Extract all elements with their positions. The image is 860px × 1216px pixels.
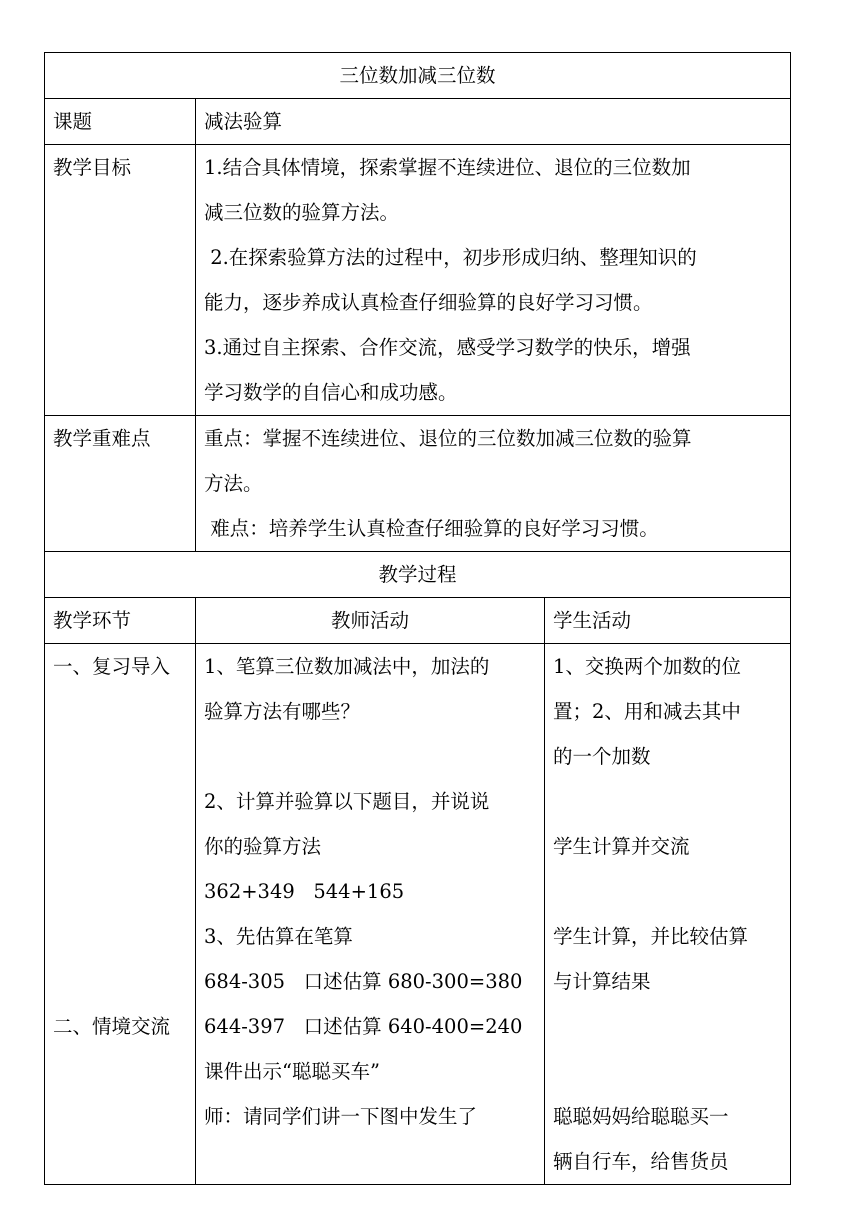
teacher-line-4: 2、计算并验算以下题目，并说说 (204, 790, 490, 813)
student-line-7: 学生计算，并比较估算 (553, 925, 749, 948)
header-teacher: 教师活动 (196, 598, 545, 644)
teacher-line-7: 3、先估算在笔算 (204, 925, 353, 948)
key-point-line-1: 重点：掌握不连续进位、退位的三位数加减三位数的验算 (204, 427, 692, 450)
student-line-1: 1、交换两个加数的位 (553, 655, 741, 678)
lesson-title: 三位数加减三位数 (45, 53, 791, 99)
objectives-label: 教学目标 (45, 145, 196, 416)
student-line-2: 置；2、用和减去其中 (553, 700, 741, 723)
title-row (45, 53, 791, 99)
key-points-row (45, 416, 791, 552)
header-student: 学生活动 (545, 598, 791, 644)
teacher-line-1: 1、笔算三位数加减法中，加法的 (204, 655, 490, 678)
teacher-line-3 (204, 734, 540, 779)
key-point-line-3: 难点：培养学生认真检查仔细验算的良好学习习惯。 (204, 517, 659, 540)
topic-value: 减法验算 (196, 99, 791, 145)
teacher-line-10: 课件出示“聪聪买车” (204, 1060, 380, 1083)
stage-column (45, 644, 196, 1185)
objective-line-6: 学习数学的自信心和成功感。 (204, 381, 458, 404)
objective-line-2: 减三位数的验算方法。 (204, 201, 400, 224)
teacher-line-5: 你的验算方法 (204, 835, 322, 858)
teacher-line-6: 362+349 544+165 (204, 880, 405, 903)
process-title-row (45, 552, 791, 598)
header-row (45, 598, 791, 644)
key-points-content (196, 416, 791, 552)
teacher-line-8: 684-305 口述估算 680-300=380 (204, 970, 523, 993)
student-line-8: 与计算结果 (553, 970, 651, 993)
objectives-row (45, 145, 791, 416)
student-line-9 (553, 1004, 786, 1049)
teacher-activity-column (196, 644, 545, 1185)
student-line-4 (553, 779, 786, 824)
topic-label: 课题 (45, 99, 196, 145)
teacher-line-2: 验算方法有哪些？ (204, 700, 361, 723)
student-line-11: 聪聪妈妈给聪聪买一 (553, 1105, 729, 1128)
process-title: 教学过程 (45, 552, 791, 598)
student-line-5: 学生计算并交流 (553, 835, 690, 858)
process-body-row (45, 644, 791, 1185)
lesson-plan-table (44, 52, 791, 1185)
student-line-12: 辆自行车，给售货员 (553, 1150, 729, 1173)
objective-line-4: 能力，逐步养成认真检查仔细验算的良好学习习惯。 (204, 291, 653, 314)
stage-review: 一、复习导入 (53, 655, 171, 678)
student-line-3: 的一个加数 (553, 745, 651, 768)
teacher-line-9: 644-397 口述估算 640-400=240 (204, 1015, 523, 1038)
student-line-6 (553, 869, 786, 914)
student-activity-column (545, 644, 791, 1185)
key-point-line-2: 方法。 (204, 472, 263, 495)
student-line-10 (553, 1049, 786, 1094)
objectives-content (196, 145, 791, 416)
objective-line-3: 2.在探索验算方法的过程中，初步形成归纳、整理知识的 (204, 246, 697, 269)
key-points-label: 教学重难点 (45, 416, 196, 552)
objective-line-5: 3.通过自主探索、合作交流，感受学习数学的快乐，增强 (204, 336, 691, 359)
header-stage: 教学环节 (45, 598, 196, 644)
stage-situation: 二、情境交流 (53, 1015, 171, 1038)
teacher-line-11: 师：请同学们讲一下图中发生了 (204, 1105, 478, 1128)
topic-row (45, 99, 791, 145)
objective-line-1: 1.结合具体情境，探索掌握不连续进位、退位的三位数加 (204, 156, 691, 179)
